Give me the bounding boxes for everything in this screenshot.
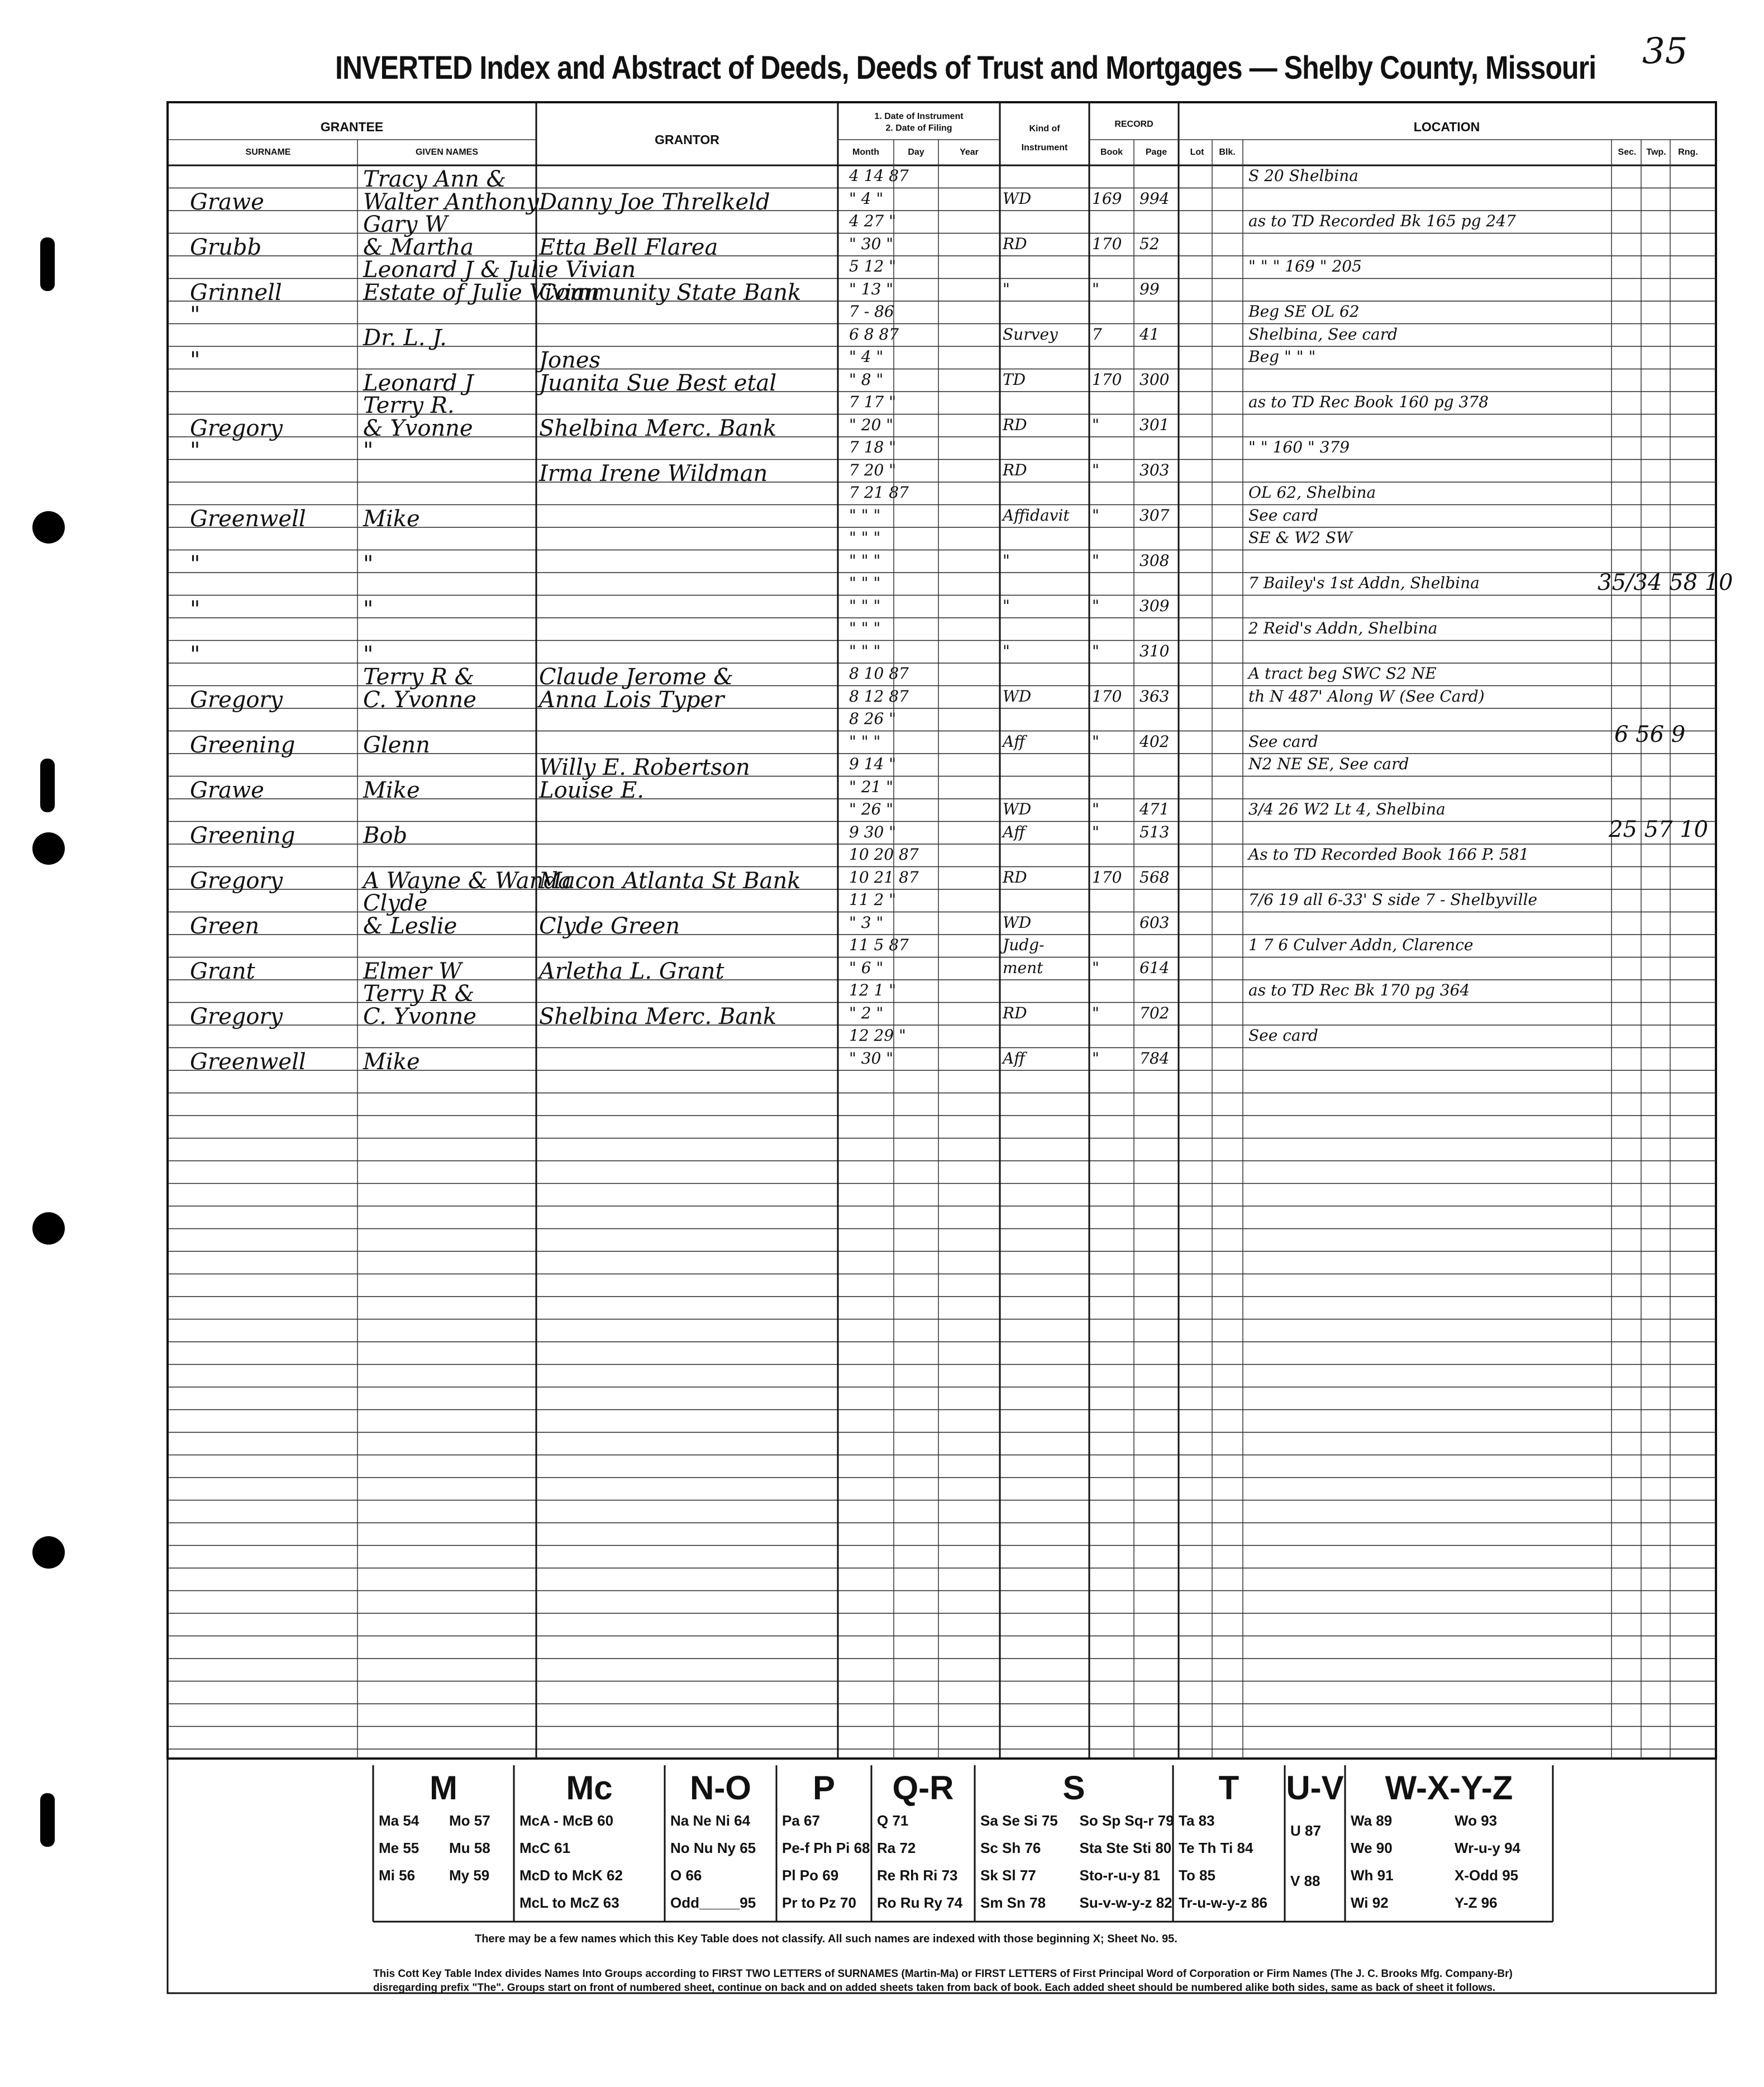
entry-page: 41 (1140, 325, 1160, 344)
key-group-label: S (1062, 1769, 1085, 1807)
entry-book: " (1092, 732, 1099, 751)
key-cell: So Sp Sq-r 79 (1079, 1812, 1174, 1829)
entry-book: 170 (1092, 234, 1122, 253)
entry-surname: Grinnell (190, 279, 282, 306)
entry-location: as to TD Rec Book 160 pg 378 (1248, 393, 1489, 411)
entry-given: Bob (363, 822, 408, 849)
footer-line-1: This Cott Key Table Index divides Names Into Groups according to FIRST TWO LETTERS of SURNAMES (Martin-Ma) or FIRST LETTERS of First Principal Word of Corporation or Firm Names (The J. C. Brooks Mfg. Company-Br) (373, 1968, 1513, 1980)
entry-page: 784 (1140, 1049, 1170, 1068)
key-cell: Sk Sl 77 (980, 1867, 1036, 1884)
entry-kind: Aff (1003, 1049, 1026, 1068)
key-cell: Pl Po 69 (782, 1867, 839, 1884)
sec-twp-rng-note: 6 56 9 (1614, 722, 1686, 747)
entry-kind: Survey (1003, 325, 1058, 344)
entry-book: " (1092, 1003, 1099, 1022)
entry-page: 303 (1140, 460, 1170, 479)
entry-given: Dr. L. J. (363, 325, 447, 351)
entry-date: " 21 " (849, 777, 894, 796)
sec-twp-rng-note: 25 57 10 (1609, 817, 1709, 842)
entry-surname: " (190, 641, 201, 668)
entry-location: A tract beg SWC S2 NE (1248, 664, 1437, 683)
entry-location: OL 62, Shelbina (1248, 483, 1376, 502)
entry-given: A Wayne & Wanda (363, 868, 571, 894)
entry-kind: " (1003, 551, 1010, 570)
entry-page: 702 (1140, 1003, 1170, 1022)
entry-page: 471 (1140, 800, 1170, 818)
entry-location: SE & W2 SW (1248, 528, 1352, 547)
entry-date: " " " (849, 619, 881, 637)
entry-location: 1 7 6 Culver Addn, Clarence (1248, 936, 1474, 954)
key-cell: Sm Sn 78 (980, 1894, 1046, 1911)
entry-kind: WD (1003, 687, 1032, 706)
entry-surname: Gregory (190, 1003, 283, 1030)
entry-page: 52 (1140, 234, 1160, 253)
entry-given: & Martha (363, 234, 474, 260)
entry-grantor: Willy E. Robertson (539, 755, 750, 780)
entry-kind: Aff (1003, 822, 1026, 841)
entry-given: C. Yvonne (363, 1003, 476, 1030)
sec-twp-rng-note: 35/34 58 10 (1598, 570, 1733, 595)
entry-date: " " " (849, 596, 881, 615)
entry-grantor: Arletha L. Grant (539, 958, 724, 984)
entry-date: " 26 " (849, 800, 894, 818)
entry-given: Mike (363, 777, 420, 803)
entry-book: " (1092, 822, 1099, 841)
key-group-label: P (812, 1769, 836, 1807)
entry-date: " " " (849, 641, 881, 660)
key-group-label: W-X-Y-Z (1385, 1769, 1513, 1807)
entry-page: 513 (1140, 822, 1170, 841)
entry-date: " 8 " (849, 370, 884, 389)
entry-location: 7/6 19 all 6-33' S side 7 - Shelbyville (1248, 890, 1538, 909)
header-page: Page (1145, 147, 1167, 157)
entry-location: Shelbina, See card (1248, 325, 1398, 344)
entry-book: " (1092, 279, 1099, 298)
entry-date: 10 21 87 (849, 868, 919, 887)
entry-grantor: Irma Irene Wildman (539, 460, 768, 487)
entry-page: 309 (1140, 596, 1170, 615)
key-cell: Wh 91 (1351, 1867, 1394, 1884)
entry-surname: Greening (190, 822, 295, 849)
entry-location: 3/4 26 W2 Lt 4, Shelbina (1248, 800, 1446, 818)
entry-location: " " 160 " 379 (1248, 438, 1350, 456)
entry-surname: Grant (190, 958, 255, 984)
key-group-label: Q-R (892, 1769, 954, 1807)
entry-surname: Green (190, 913, 260, 939)
entry-date: " 4 " (849, 189, 884, 208)
entry-location: as to TD Recorded Bk 165 pg 247 (1248, 212, 1516, 230)
entry-date: 7 20 " (849, 460, 897, 479)
entry-kind: RD (1003, 460, 1027, 479)
key-cell: Wo 93 (1455, 1812, 1498, 1829)
entry-surname: " (190, 551, 201, 577)
entry-given: " (363, 438, 374, 464)
key-cell: Mi 56 (379, 1867, 416, 1884)
entry-location: 2 Reid's Addn, Shelbina (1248, 619, 1438, 637)
entry-book: " (1092, 958, 1099, 977)
key-cell: Na Ne Ni 64 (670, 1812, 751, 1829)
entry-book: " (1092, 506, 1099, 525)
entry-date: 8 26 " (849, 709, 897, 728)
entry-given: Gary W (363, 212, 448, 237)
key-cell: Sa Se Si 75 (980, 1812, 1058, 1829)
entry-page: 307 (1140, 506, 1170, 525)
entry-date: 10 20 87 (849, 845, 919, 864)
entry-location: " " " 169 " 205 (1248, 257, 1362, 275)
entry-page: 568 (1140, 868, 1170, 887)
entry-surname: Gregory (190, 868, 283, 894)
entry-surname: " (190, 302, 201, 328)
key-group-label: Mc (566, 1769, 613, 1807)
header-month: Month (852, 147, 879, 157)
header-blk: Blk. (1219, 147, 1236, 157)
entry-date: 7 - 86 (849, 302, 894, 321)
key-cell: Sc Sh 76 (980, 1840, 1041, 1856)
header-book: Book (1100, 147, 1123, 157)
entry-location: N2 NE SE, See card (1248, 755, 1409, 773)
entry-surname: Greenwell (190, 506, 306, 532)
key-group-label: T (1218, 1769, 1239, 1807)
entry-date: 6 8 87 (849, 325, 899, 344)
entry-date: 8 12 87 (849, 687, 909, 706)
entry-date: 5 12 " (849, 257, 897, 275)
key-cell: McC 61 (519, 1840, 571, 1856)
entry-book: 169 (1092, 189, 1122, 208)
entry-page: 614 (1140, 958, 1170, 977)
key-cell: Pa 67 (782, 1812, 820, 1829)
entry-surname: Grubb (190, 234, 262, 260)
entry-date: " 20 " (849, 415, 894, 434)
entry-book: " (1092, 415, 1099, 434)
entry-book: " (1092, 1049, 1099, 1068)
entry-date: 12 1 " (849, 981, 897, 999)
key-cell: X-Odd 95 (1455, 1867, 1519, 1884)
entry-surname: Greening (190, 732, 295, 758)
entry-date: 12 29 " (849, 1026, 906, 1045)
entry-location: As to TD Recorded Book 166 P. 581 (1248, 845, 1529, 864)
entry-given: C. Yvonne (363, 687, 476, 713)
entry-page: 301 (1140, 415, 1170, 434)
entry-book: " (1092, 641, 1099, 660)
entry-surname: " (190, 347, 201, 373)
key-group-label: M (430, 1769, 457, 1807)
header-lot: Lot (1190, 147, 1204, 157)
entry-kind: RD (1003, 415, 1027, 434)
key-cell: V 88 (1290, 1872, 1320, 1889)
key-cell: Odd_____95 (670, 1894, 756, 1911)
key-cell: Sta Ste Sti 80 (1079, 1840, 1172, 1856)
key-cell: To 85 (1179, 1867, 1215, 1884)
entry-surname: Gregory (190, 687, 283, 713)
entry-kind: RD (1003, 1003, 1027, 1022)
entry-date: 9 14 " (849, 755, 897, 773)
entry-surname: " (190, 596, 201, 622)
header-year: Year (960, 147, 979, 157)
entry-surname: Grawe (190, 189, 264, 215)
entry-kind: RD (1003, 868, 1027, 887)
key-cell: U 87 (1290, 1822, 1321, 1839)
entry-given: Terry R & (363, 981, 475, 1007)
key-cell: Sto-r-u-y 81 (1079, 1867, 1160, 1884)
key-cell: Wa 89 (1351, 1812, 1393, 1829)
header-instrument: Instrument (1021, 143, 1068, 153)
key-cell: Wr-u-y 94 (1455, 1840, 1520, 1856)
entry-given: " (363, 551, 374, 577)
entry-kind: WD (1003, 913, 1032, 932)
entry-date: 4 27 " (849, 212, 897, 230)
entry-grantor: Claude Jerome & (539, 664, 733, 690)
key-cell: Me 55 (379, 1840, 419, 1856)
entry-given: Terry R & (363, 664, 475, 690)
entry-page: 363 (1140, 687, 1170, 706)
entry-grantor: Anna Lois Typer (539, 687, 724, 713)
entry-location: as to TD Rec Bk 170 pg 364 (1248, 981, 1470, 999)
entry-location: 7 Bailey's 1st Addn, Shelbina (1248, 574, 1480, 592)
key-cell: My 59 (449, 1867, 490, 1884)
key-cell: Ro Ru Ry 74 (877, 1894, 963, 1911)
key-cell: Su-v-w-y-z 82 (1079, 1894, 1172, 1911)
header-rng: Rng. (1678, 147, 1698, 157)
entry-given: Mike (363, 1049, 420, 1075)
entry-kind: " (1003, 596, 1010, 615)
entry-date: " 2 " (849, 1003, 884, 1022)
key-table-note: There may be a few names which this Key Table does not classify. All such names are indexed with those beginning X; Sheet No. 95. (475, 1933, 1177, 1945)
entry-kind: Aff (1003, 732, 1026, 751)
header-dates-2: 2. Date of Filing (885, 123, 952, 133)
header-dates-1: 1. Date of Instrument (874, 112, 964, 121)
key-group-label: U-V (1286, 1769, 1344, 1807)
key-cell: Q 71 (877, 1812, 909, 1829)
key-group-label: N-O (690, 1769, 751, 1807)
entry-date: " 30 " (849, 234, 894, 253)
entry-kind: " (1003, 641, 1010, 660)
key-cell: Tr-u-w-y-z 86 (1179, 1894, 1267, 1911)
entry-location: Beg SE OL 62 (1248, 302, 1360, 321)
entry-date: " 13 " (849, 279, 894, 298)
entry-given: & Yvonne (363, 415, 473, 441)
entry-given: & Leslie (363, 913, 457, 939)
entry-date: " 3 " (849, 913, 884, 932)
key-cell: Pr to Pz 70 (782, 1894, 856, 1911)
entry-page: 308 (1140, 551, 1170, 570)
entry-kind: WD (1003, 189, 1032, 208)
entry-location: See card (1248, 506, 1318, 525)
entry-grantor: Macon Atlanta St Bank (539, 868, 801, 894)
entry-grantor: Community State Bank (539, 279, 802, 306)
entry-date: 11 2 " (849, 890, 897, 909)
entry-grantor: Danny Joe Threlkeld (539, 189, 770, 215)
entry-given: Leonard J (363, 370, 474, 396)
key-cell: Mo 57 (449, 1812, 490, 1829)
entry-given: Clyde (363, 890, 428, 916)
entry-kind: WD (1003, 800, 1032, 818)
entry-date: " 6 " (849, 958, 884, 977)
entry-given: Tracy Ann & (363, 166, 507, 192)
entry-grantor: Shelbina Merc. Bank (539, 1003, 777, 1030)
entry-date: " " " (849, 551, 881, 570)
entry-location: See card (1248, 732, 1318, 751)
entry-date: 7 17 " (849, 393, 897, 411)
key-cell: Ma 54 (379, 1812, 419, 1829)
entry-date: " 4 " (849, 347, 884, 366)
key-cell: McD to McK 62 (519, 1867, 623, 1884)
entry-page: 300 (1140, 370, 1170, 389)
key-cell: O 66 (670, 1867, 702, 1884)
entry-date: 4 14 87 (849, 166, 909, 185)
entry-book: 7 (1092, 325, 1102, 344)
page-title: INVERTED Index and Abstract of Deeds, Deeds of Trust and Mortgages — Shelby County, Missouri (335, 50, 1596, 86)
entry-date: " " " (849, 528, 881, 547)
entry-grantor: Louise E. (539, 777, 645, 803)
entry-surname: Grawe (190, 777, 264, 803)
entry-book: 170 (1092, 868, 1122, 887)
entry-date: 11 5 87 (849, 936, 909, 954)
entry-page: 402 (1140, 732, 1170, 751)
entry-given: " (363, 641, 374, 668)
entry-date: 9 30 " (849, 822, 897, 841)
header-kind-of: Kind of (1029, 124, 1060, 134)
key-cell: McA - McB 60 (519, 1812, 614, 1829)
entry-given: Elmer W (363, 958, 462, 984)
entry-given: Walter Anthony (363, 189, 539, 215)
entry-date: " 30 " (849, 1049, 894, 1068)
entry-book: " (1092, 596, 1099, 615)
header-sec: Sec. (1618, 147, 1637, 157)
entry-given: Terry R. (363, 393, 455, 418)
header-grantor: GRANTOR (655, 132, 719, 147)
entry-location: th N 487' Along W (See Card) (1248, 687, 1485, 706)
entry-kind: " (1003, 279, 1010, 298)
entry-location: See card (1248, 1026, 1318, 1045)
key-cell: We 90 (1351, 1840, 1393, 1856)
footer-line-2: disregarding prefix "The". Groups start on front of numbered sheet, continue on back and on added sheets taken from back of book. Each added sheet should be numbered alike both sides, same as back of sheet it follows. (373, 1982, 1496, 1994)
key-cell: Wi 92 (1351, 1894, 1389, 1911)
key-cell: Re Rh Ri 73 (877, 1867, 958, 1884)
entry-grantor: Etta Bell Flarea (539, 234, 718, 260)
entry-page: 310 (1140, 641, 1170, 660)
entry-date: " " " (849, 732, 881, 751)
key-cell: Ta 83 (1179, 1812, 1215, 1829)
entry-book: 170 (1092, 687, 1122, 706)
entry-date: 7 21 87 (849, 483, 909, 502)
entry-given: Glenn (363, 732, 430, 758)
entry-book: " (1092, 460, 1099, 479)
entry-given: Estate of Julie Vivian (363, 279, 600, 306)
entry-grantor: Juanita Sue Best etal (539, 370, 777, 396)
entry-given: " (363, 596, 374, 622)
key-cell: McL to McZ 63 (519, 1894, 619, 1911)
entry-book: 170 (1092, 370, 1122, 389)
entry-page: 994 (1140, 189, 1170, 208)
entry-book: " (1092, 551, 1099, 570)
entry-date: " " " (849, 506, 881, 525)
entry-date: 8 10 87 (849, 664, 909, 683)
entry-date: 7 18 " (849, 438, 897, 456)
entry-location: S 20 Shelbina (1248, 166, 1358, 185)
key-cell: Pe-f Ph Pi 68 (782, 1840, 870, 1856)
header-record: RECORD (1114, 120, 1153, 129)
key-cell: Ra 72 (877, 1840, 916, 1856)
entry-grantor: Shelbina Merc. Bank (539, 415, 777, 441)
entry-given: Mike (363, 506, 420, 532)
entry-book: " (1092, 800, 1099, 818)
entry-page: 99 (1140, 279, 1160, 298)
entry-surname: " (190, 438, 201, 464)
entry-surname: Gregory (190, 415, 283, 441)
header-day: Day (908, 147, 924, 157)
header-surname: SURNAME (245, 147, 291, 157)
key-cell: No Nu Ny 65 (670, 1840, 756, 1856)
header-twp: Twp. (1646, 147, 1666, 157)
entry-date: " " " (849, 574, 881, 592)
entry-kind: Affidavit (1003, 506, 1070, 525)
entry-kind: RD (1003, 234, 1027, 253)
entry-surname: Greenwell (190, 1049, 306, 1075)
key-cell: Y-Z 96 (1455, 1894, 1498, 1911)
entry-grantor: Clyde Green (539, 913, 680, 939)
header-grantee: GRANTEE (320, 120, 384, 134)
header-given-names: GIVEN NAMES (415, 147, 478, 157)
key-cell: Te Th Ti 84 (1179, 1840, 1253, 1856)
entry-kind: ment (1003, 958, 1043, 977)
header-location: LOCATION (1413, 120, 1480, 134)
entry-given: Leonard J & Julie Vivian (363, 257, 636, 283)
entry-grantor: Jones (539, 347, 601, 373)
entry-location: Beg " " " (1248, 347, 1316, 366)
key-cell: Mu 58 (449, 1840, 490, 1856)
entry-kind: Judg- (1003, 936, 1045, 954)
entry-kind: TD (1003, 370, 1026, 389)
entry-page: 603 (1140, 913, 1170, 932)
sheet-number: 35 (1642, 31, 1688, 72)
